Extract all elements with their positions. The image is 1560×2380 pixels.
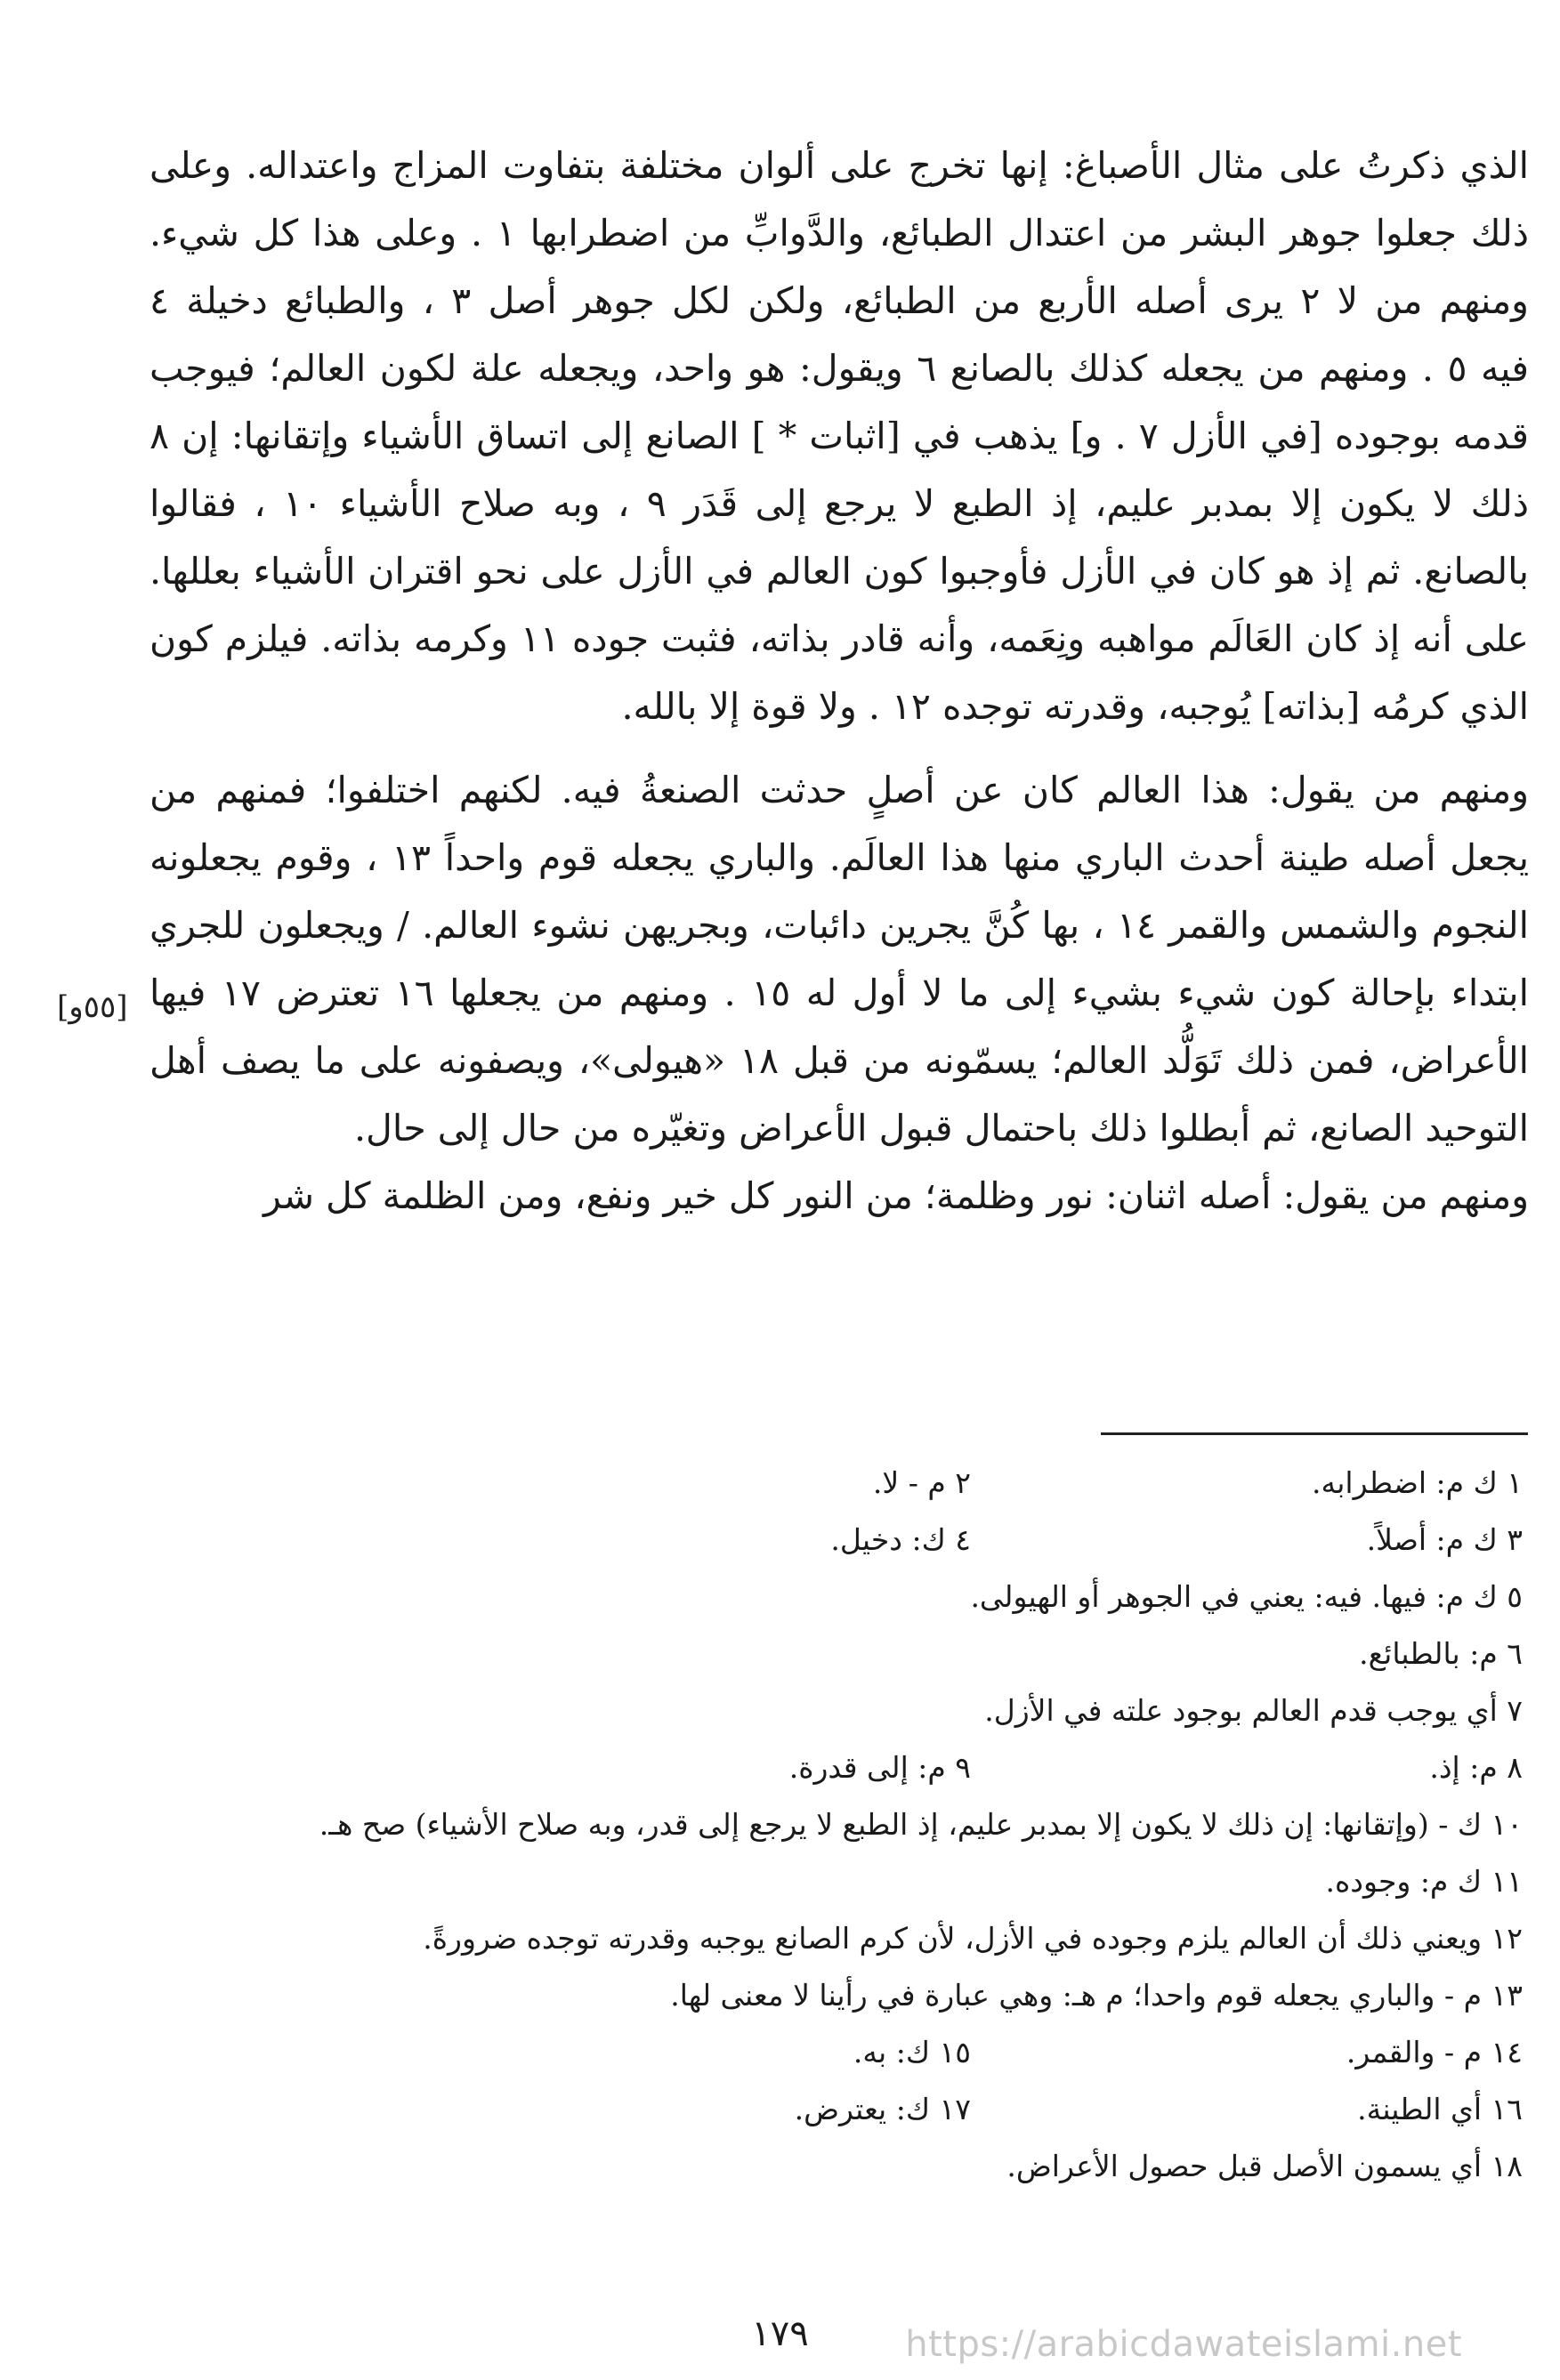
folio-margin-note: [٥٥و] (57, 989, 128, 1025)
footnote: ١٧ ك: يعترض. (794, 2092, 971, 2126)
source-watermark: https://arabicdawateislami.net (905, 2324, 1462, 2365)
footnote: ٥ ك م: فيها. فيه: يعني في الجوهر أو الهيولى. (970, 1579, 1523, 1614)
text-line: ومنهم من لا ٢ يرى أصله الأربع من الطبائع، ولكن لكل جوهر أصل ٣ ، والطبائع دخيلة ٤ (150, 279, 1529, 322)
footnote: ٦ م: بالطبائع. (1359, 1636, 1523, 1671)
paragraph-gap (150, 740, 1529, 756)
text-line: فيه ٥ . ومنهم من يجعله كذلك بالصانع ٦ ويقول: هو واحد، ويجعله علة لكون العالم؛ فيوجب (150, 347, 1529, 390)
footnote-row (170, 1512, 1523, 1569)
footnote-row (170, 1796, 1523, 1853)
footnote-row (170, 1739, 1523, 1796)
footnote-divider (1101, 1432, 1528, 1435)
text-line: التوحيد الصانع، ثم أبطلوا ذلك باحتمال قبول الأعراض وتغيّره من حال إلى حال. (354, 1107, 1529, 1150)
footnote: ١٢ ويعني ذلك أن العالم يلزم وجوده في الأزل، لأن كرم الصانع يوجبه وقدرته توجده ضرورةً. (423, 1921, 1523, 1956)
footnote: ١٦ أي الطينة. (1357, 2092, 1523, 2126)
text-line: ذلك لا يكون إلا بمدبر عليم، إذ الطبع لا يرجع إلى قَدَر ٩ ، وبه صلاح الأشياء ١٠ ، فقالوا (150, 482, 1529, 525)
footnotes (170, 1455, 1523, 2195)
footnote: ٤ ك: دخيل. (830, 1522, 971, 1557)
footnote: ١١ ك م: وجوده. (1325, 1864, 1523, 1899)
text-line: ذلك جعلوا جوهر البشر من اعتدال الطبائع، والدَّوابِّ من اضطرابها ١ . وعلى هذا كل شيء. (150, 212, 1529, 254)
footnote: ١٠ ك - (وإتقانها: إن ذلك لا يكون إلا بمدبر عليم، إذ الطبع لا يرجع إلى قدر، وبه صلاح الأشياء) صح هـ. (319, 1807, 1523, 1842)
text-line: الذي ذكرتُ على مثال الأصباغ: إنها تخرج على ألوان مختلفة بتفاوت المزاج واعتداله. وعلى (150, 144, 1529, 187)
footnote: ١٨ أي يسمون الأصل قبل حصول الأعراض. (1006, 2149, 1523, 2183)
footnote-row (170, 2081, 1523, 2138)
footnote: ٣ ك م: أصلاً. (1366, 1522, 1523, 1557)
text-line: النجوم والشمس والقمر ١٤ ، بها كُنَّ يجرين دائبات، وبجريهن نشوء العالم. / ويجعلون للجري (150, 904, 1530, 947)
footnote-row (170, 1569, 1523, 1626)
footnote: ١٤ م - والقمر. (1346, 2035, 1523, 2069)
text-line: ومنهم من يقول: هذا العالم كان عن أصلٍ حدثت الصنعةُ فيه. لكنهم اختلفوا؛ فمنهم من (150, 769, 1529, 811)
footnote-row (170, 1626, 1523, 1682)
footnote-row (170, 1853, 1523, 1910)
footnote-row (170, 1682, 1523, 1739)
footnote: ٧ أي يوجب قدم العالم بوجود علته في الأزل. (984, 1693, 1523, 1728)
text-line: الذي كرمُه [بذاته] يُوجبه، وقدرته توجده ١٢ . ولا قوة إلا بالله. (621, 685, 1529, 728)
footnote-row (170, 1967, 1523, 2024)
footnote: ١٥ ك: به. (853, 2035, 971, 2069)
footnote-row (170, 2024, 1523, 2081)
text-line: ومنهم من يقول: أصله اثنان: نور وظلمة؛ من النور كل خير ونفع، ومن الظلمة كل شر (263, 1174, 1529, 1217)
footnote: ١٣ م - والباري يجعله قوم واحدا؛ م هـ: وهي عبارة في رأينا لا معنى لها. (670, 1978, 1523, 2013)
text-line: على أنه إذ كان العَالَم مواهبه ونِعَمه، وأنه قادر بذاته، فثبت جوده ١١ وكرمه بذاته. فيلزم كون (150, 617, 1530, 660)
text-line: بالصانع. ثم إذ هو كان في الأزل فأوجبوا كون العالم في الأزل على نحو اقتران الأشياء بعللها. (150, 550, 1529, 593)
footnote-row (170, 1455, 1523, 1512)
main-text (150, 132, 1529, 1230)
footnote-row (170, 2138, 1523, 2195)
footnote: ٢ م - لا. (872, 1465, 971, 1500)
text-line: ابتداء بإحالة كون شيء بشيء إلى ما لا أول له ١٥ . ومنهم من يجعلها ١٦ تعترض ١٧ فيها (150, 972, 1529, 1014)
text-line: قدمه بوجوده [في الأزل ٧ . و] يذهب في [اثبات * ] الصانع إلى اتساق الأشياء وإتقانها: إن ٨ (150, 415, 1529, 457)
page-number: ١٧٩ (751, 2313, 809, 2354)
text-line: يجعل أصله طينة أحدث الباري منها هذا العالَم. والباري يجعله قوم واحداً ١٣ ، وقوم يجعلونه (150, 836, 1529, 879)
text-line: الأعراض، فمن ذلك تَوَلُّد العالم؛ يسمّونه من قبل ١٨ «هيولى»، ويصفونه على ما يصف أهل (150, 1039, 1529, 1082)
footnote: ٨ م: إذ. (1429, 1750, 1523, 1785)
footnote: ١ ك م: اضطرابه. (1312, 1465, 1523, 1500)
footnote-row (170, 1910, 1523, 1967)
footnote: ٩ م: إلى قدرة. (788, 1750, 971, 1785)
